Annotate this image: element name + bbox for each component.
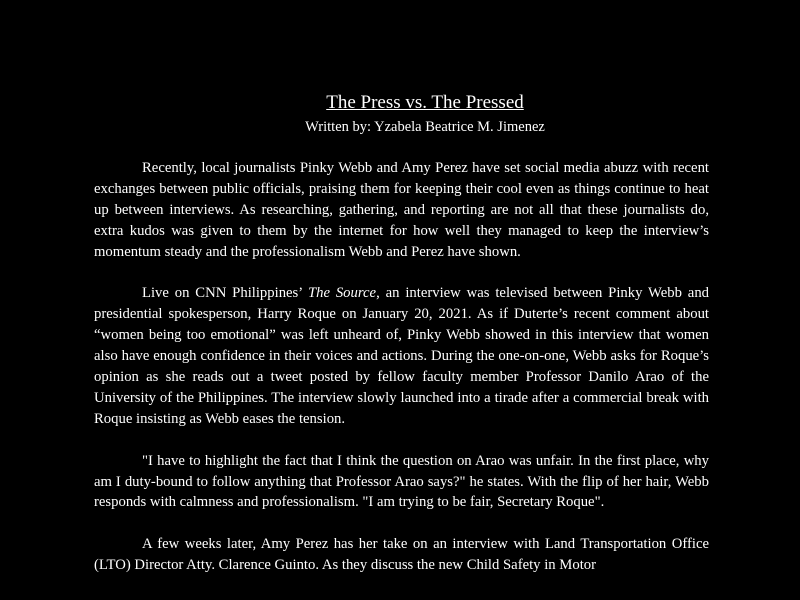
article-body: [94, 158, 709, 597]
paragraph-2-rest: , an interview was televised between Pinky Webb and presidential spokesperson, Harry Roque on January 20, 2021. As if Duterte’s recent comment about “women being too emotional” was left unheard of, Pinky Webb showed in this interview that women also have enough confidence in their voices and actions. During the one-on-one, Webb asks for Roque’s opinion as she reads out a tweet posted by fellow faculty member Professor Danilo Arao of the University of the Philippines. The interview slowly launched into a tirade after a commercial break with Roque insisting as Webb eases the tension.: [94, 285, 710, 427]
paragraph-4: A few weeks later, Amy Perez has her take on an interview with Land Transportation Office (LTO) Director Atty. Clarence Guinto. As they discuss the new Child Safety in Motor: [94, 536, 709, 574]
paragraph-3: "I have to highlight the fact that I think the question on Arao was unfair. In the first place, why am I duty-bound to follow anything that Professor Arao says?" he states. With the flip of her hair, Webb responds with calmness and professionalism. "I am trying to be fair, Secretary Roque".: [94, 452, 709, 511]
article-header: [0, 90, 800, 138]
paragraph-2-lead: Live on CNN Philippines’: [142, 285, 308, 302]
show-title-the-source: The Source: [307, 285, 377, 302]
paragraph-2: [94, 283, 709, 429]
article-byline: Written by: Yzabela Beatrice M. Jimenez: [305, 119, 545, 135]
paragraph-1: Recently, local journalists Pinky Webb and Amy Perez have set social media abuzz with recent exchanges between public officials, praising them for keeping their cool even as things continue to heat up between interviews. As researching, gathering, and reporting are not all that these journalists do, extra kudos was given to them by the internet for how well they managed to keep the interview’s momentum steady and the professionalism Webb and Perez have shown.: [94, 160, 709, 260]
article-title: The Press vs. The Pressed: [326, 92, 524, 113]
